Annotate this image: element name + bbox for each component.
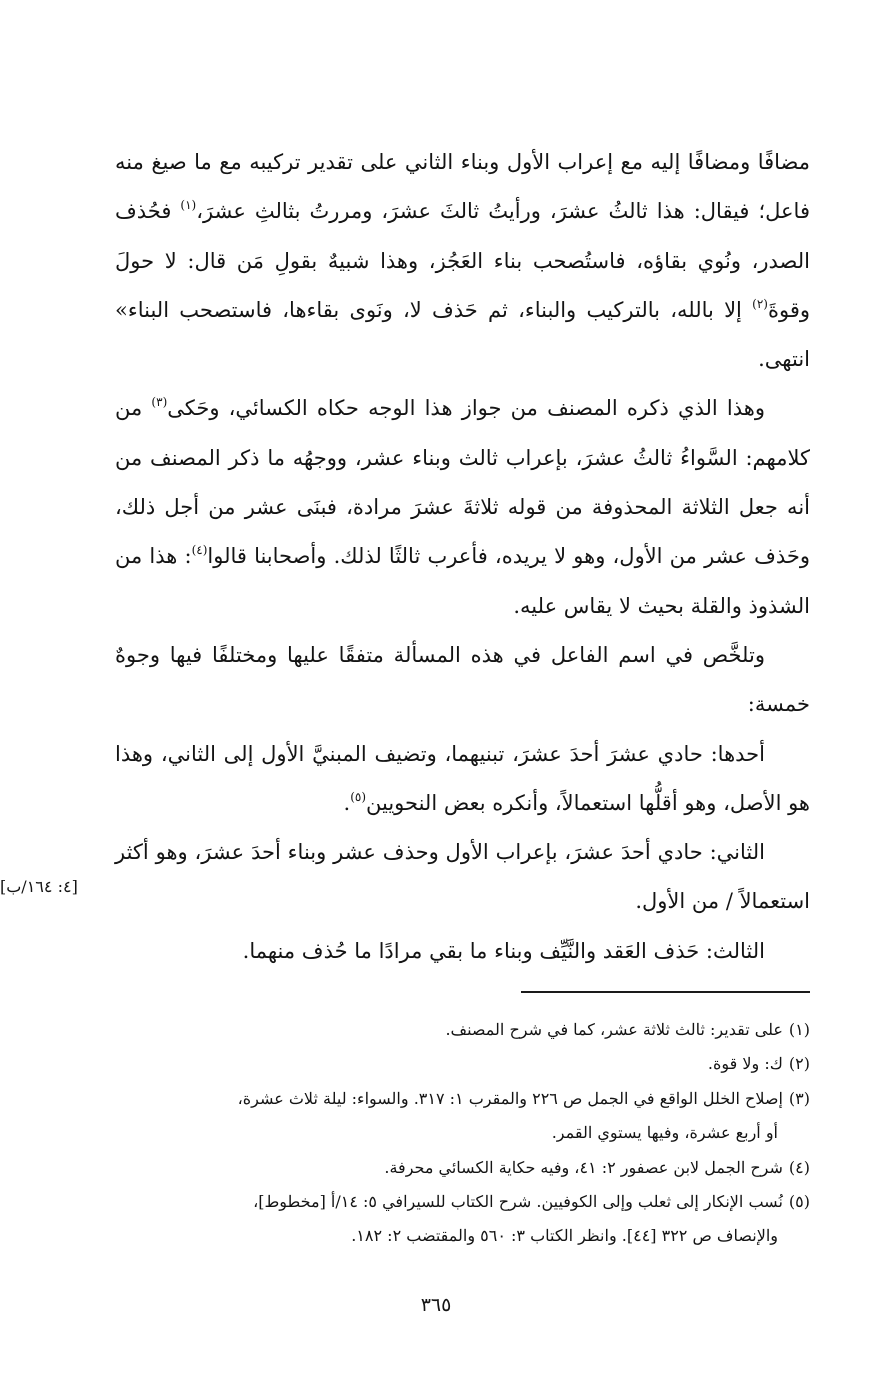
paragraph-text: الثالث: حَذف العَقد والنَّيِّف وبناء ما بقي مرادًا ما حُذف منهما.: [242, 938, 765, 963]
footnote-separator: [521, 991, 810, 993]
paragraph-text: : هذا من الشذوذ والقلة بحيث لا يقاس عليه.: [115, 544, 810, 618]
footnote-continuation: والإنصاف ص ٣٢٢ [٤٤]. وانظر الكتاب ٣: ٥٦٠ والمقتضب ٢: ١٨٢.: [351, 1226, 778, 1246]
footnote-number: (٣): [788, 1088, 810, 1108]
manuscript-folio-note: [٤: ١٦٤/ب]: [0, 877, 78, 896]
paragraph-text: فحُذف الصدر، ونُوي بقاؤه، فاستُصحب بناء العَجُز، وهذا شبيهٌ بقولِ مَن قال: لا حولَ وقوةَ: [115, 199, 810, 322]
page-number: ٣٦٥: [420, 1294, 452, 1316]
footnote-ref-3: (٣): [151, 395, 168, 410]
footnote-ref-2: (٢): [752, 296, 768, 311]
footnote-text: إصلاح الخلل الواقع في الجمل ص ٢٢٦ والمقرب ١: ٣١٧. والسواء: ليلة ثلاث عشرة،: [237, 1088, 783, 1108]
paragraph-text: من كلامهم: السَّواءُ ثالثُ عشرَ، بإعراب ثالث وبناء عشر، ووجهُه ما ذكر المصنف من أنه جعل الثلاثة المحذوفة من قوله ثلاثةَ عشرَ مرادة، فبنَى عشر من أجل ذلك، وحَذف عشر من الأول، وهو لا يريده، فأعرب ثالثًا لذلك. وأصحابنا قالوا: [115, 396, 810, 569]
paragraph-text: إلا بالله، بالتركيب والبناء، ثم حَذف لا، ونَوى بقاءها، فاستصحب البناء» انتهى.: [115, 297, 810, 372]
paragraph-text: مضافًا ومضافًا إليه مع إعراب الأول وبناء الثاني على تقدير تركيبه مع ما صيغ منه فاعل؛ فيقال: هذا ثالثُ عشرَ، ورأيتُ ثالثَ عشرَ، ومررتُ بثالثِ عشرَ،: [115, 150, 810, 224]
paragraph-6: [115, 927, 810, 976]
footnote-text: نُسب الإنكار إلى ثعلب وإلى الكوفيين. شرح الكتاب للسيرافي ٥: ١٤/أ [مخطوط]،: [253, 1192, 783, 1212]
footnote-ref-5: (٥): [350, 789, 367, 804]
footnote-text: على تقدير: ثالث ثلاثة عشر، كما في شرح المصنف.: [445, 1020, 783, 1039]
footnote-number: (٥): [788, 1192, 810, 1212]
paragraph-text: أحدها: حادي عشرَ أحدَ عشرَ، تبنيهما، وتضيف المبنيَّ الأول إلى الثاني، وهذا هو الأصل، وهو أقلُّها استعمالاً، وأنكره بعض النحويين: [115, 741, 810, 815]
footnote-text: ك: ولا قوة.: [707, 1054, 783, 1074]
paragraph-2: [115, 384, 810, 630]
footnote-number: (٤): [788, 1157, 810, 1177]
paragraph-text: .: [343, 790, 351, 815]
paragraph-4: [115, 730, 810, 829]
footnote-5: [115, 1185, 810, 1254]
footnote-ref-4: (٤): [191, 543, 208, 558]
paragraph-text: وتلخَّص في اسم الفاعل في هذه المسألة متفقًا عليها ومختلفًا فيها وجوهٌ خمسة:: [115, 642, 810, 717]
main-text: [115, 138, 810, 976]
paragraph-3: [115, 631, 810, 730]
footnote-4: [115, 1151, 810, 1185]
footnote-3: [115, 1082, 810, 1151]
footnote-2: [115, 1047, 810, 1081]
footnote-number: (٢): [788, 1054, 810, 1074]
paragraph-text: الثاني: حادي أحدَ عشرَ، بإعراب الأول وحذف عشر وبناء أحدَ عشرَ، وهو أكثر استعمالاً / من الأول.: [115, 840, 810, 914]
footnote-continuation: أو أربع عشرة، وفيها يستوي القمر.: [551, 1123, 778, 1143]
footnote-ref-1: (١): [180, 198, 197, 213]
footnote-number: (١): [788, 1020, 810, 1039]
footnote-1: [115, 1013, 810, 1047]
paragraph-5: [115, 828, 810, 927]
footnote-text: شرح الجمل لابن عصفور ٢: ٤١، وفيه حكاية الكسائي محرفة.: [384, 1157, 783, 1177]
paragraph-1: [115, 138, 810, 384]
footnotes: [115, 1013, 810, 1254]
paragraph-text: وهذا الذي ذكره المصنف من جواز هذا الوجه حكاه الكسائي، وحَكى: [167, 396, 765, 421]
